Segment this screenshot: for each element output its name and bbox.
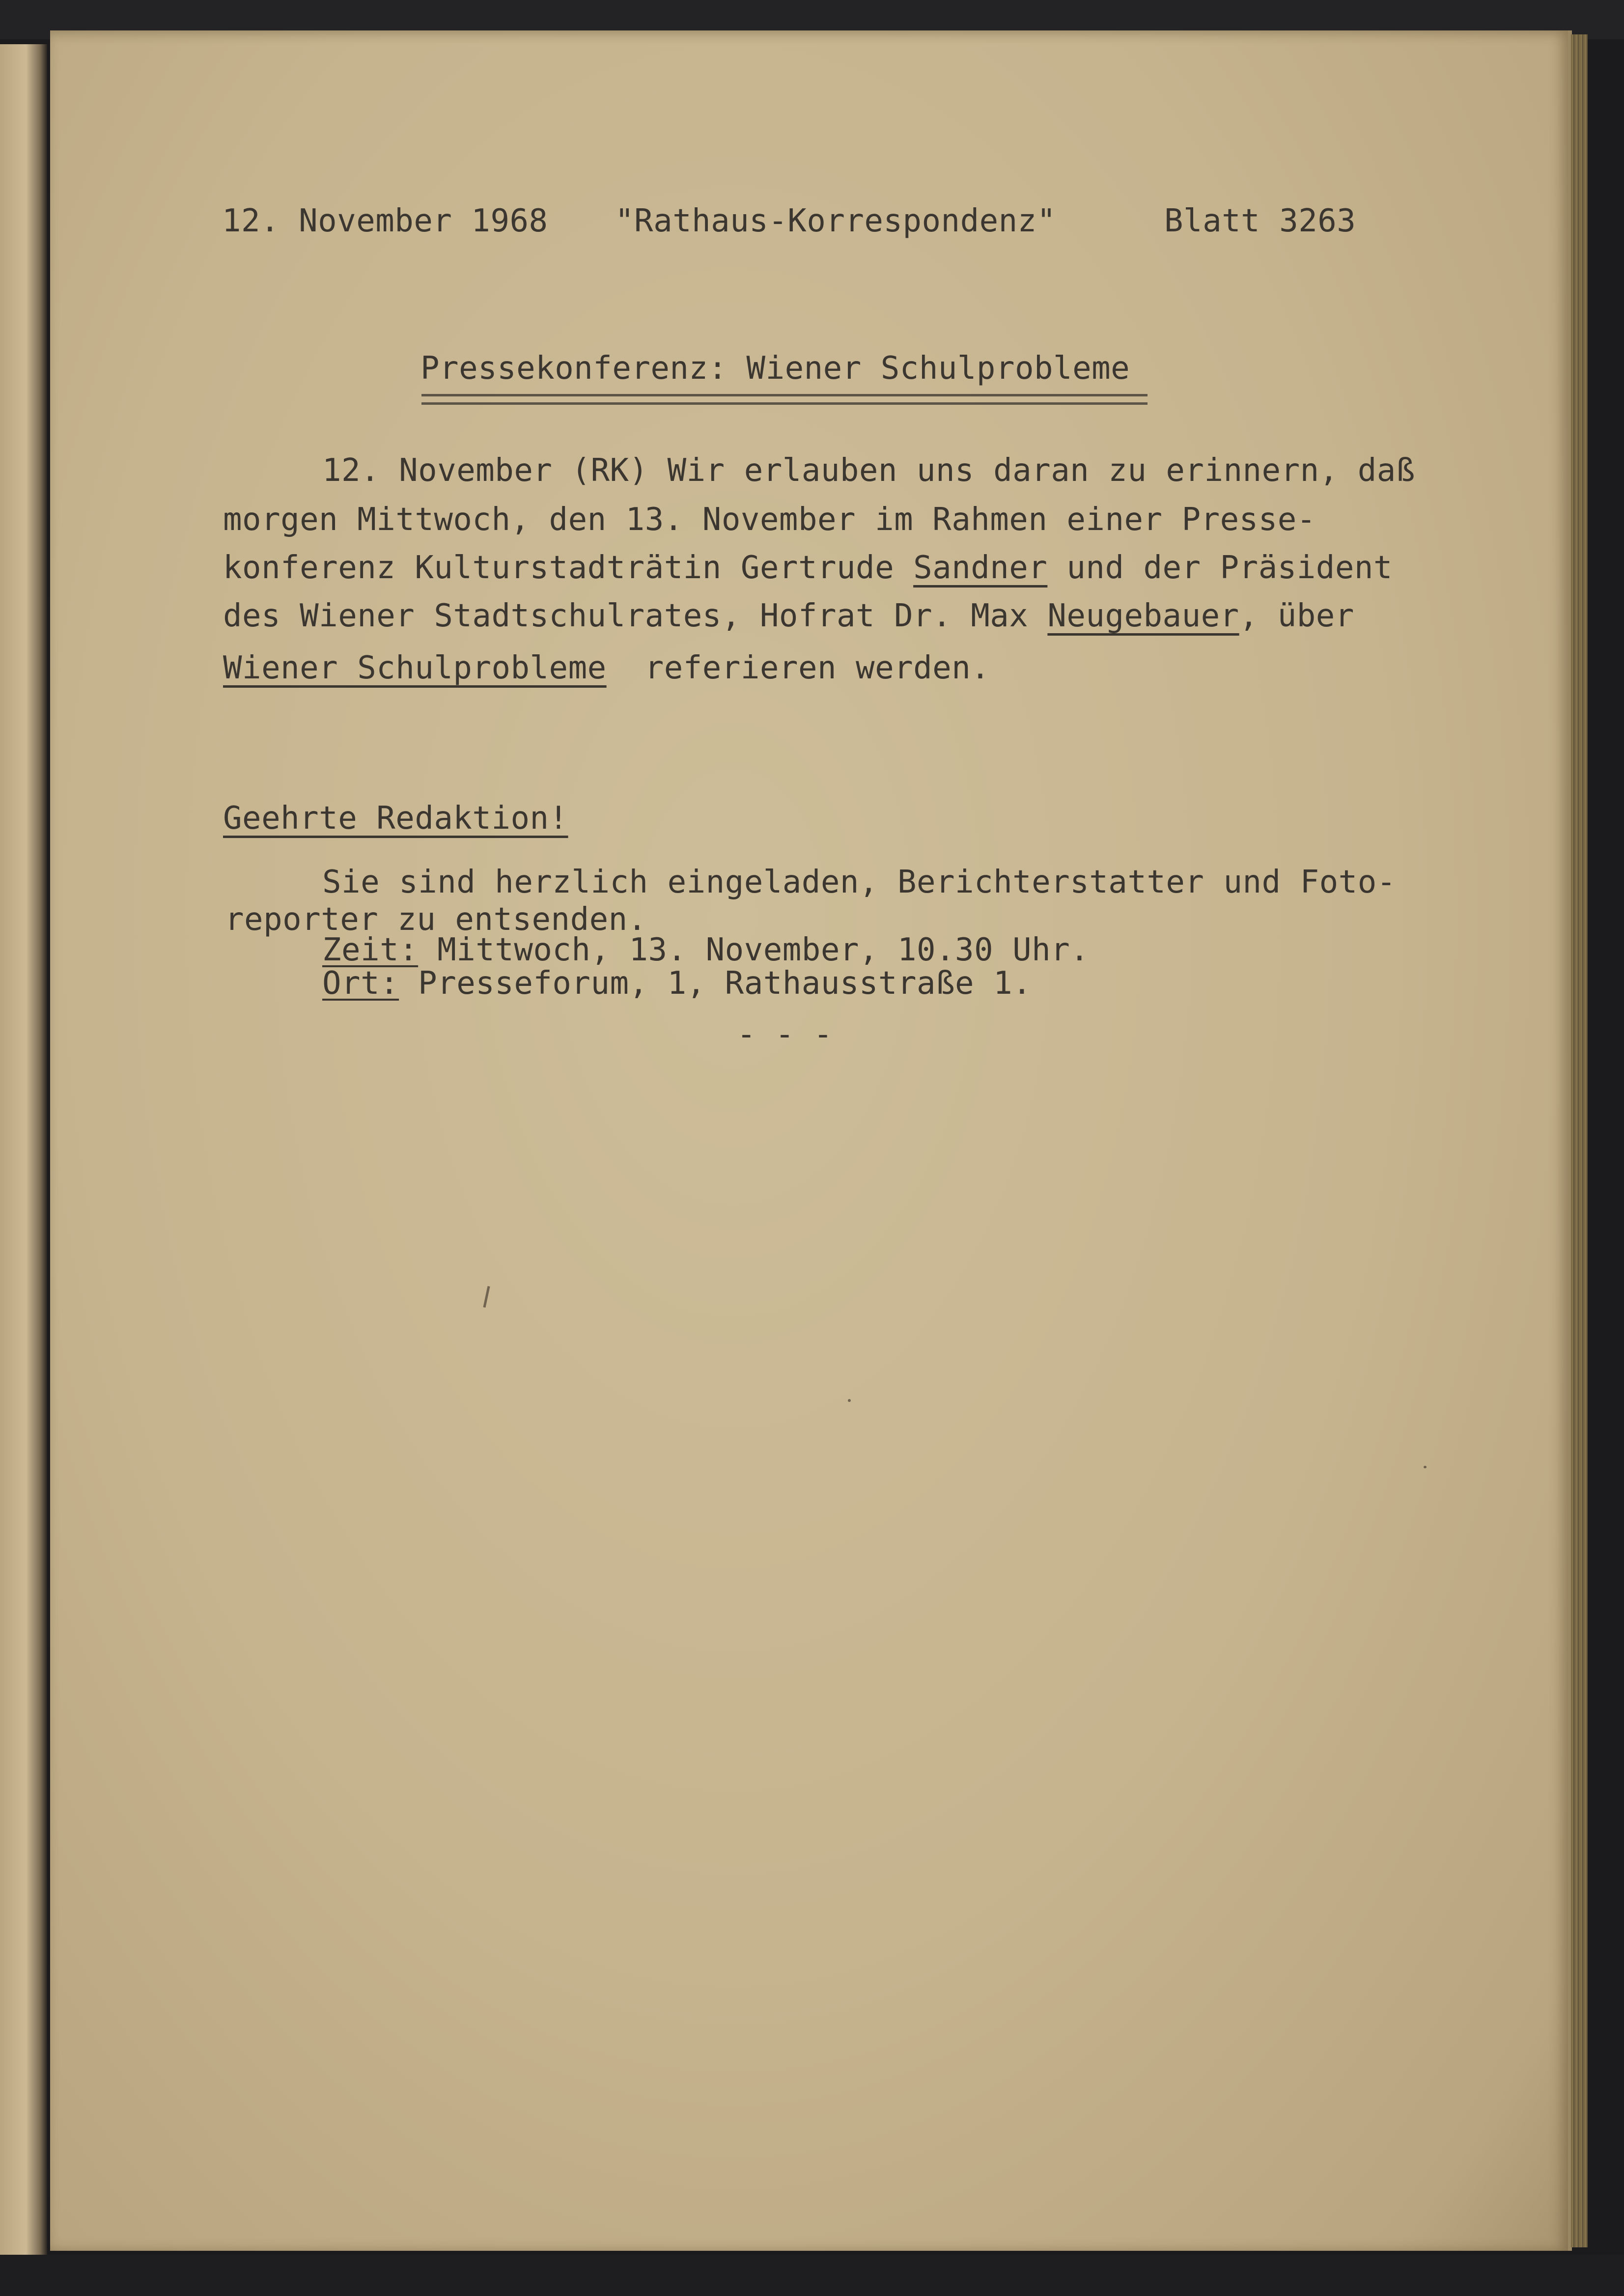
header-sheet-number: Blatt 3263 xyxy=(1164,203,1356,239)
topic-wiener-schulprobleme: Wiener Schulprobleme xyxy=(223,650,607,686)
left-page-edge xyxy=(0,44,47,2255)
time-line xyxy=(322,934,1089,966)
place-value: Presseforum, 1, Rathausstraße 1. xyxy=(399,965,1032,1002)
paper-dot xyxy=(1424,1466,1427,1468)
body-line-1: 12. November (RK) Wir erlauben uns daran zu erinnern, daß xyxy=(322,452,1415,489)
time-value: Mittwoch, 13. November, 10.30 Uhr. xyxy=(418,932,1090,968)
header-date: 12. November 1968 xyxy=(222,203,548,239)
headline: Pressekonferenz: Wiener Schulprobleme xyxy=(420,350,1130,387)
body-line-2: morgen Mittwoch, den 13. November im Rahmen einer Presse- xyxy=(223,502,1316,538)
body-line-4-text-b: , über xyxy=(1239,598,1354,634)
body-line-3-text-a: konferenz Kulturstadträtin Gertrude xyxy=(223,550,914,586)
time-label: Zeit: xyxy=(322,932,419,968)
invitation-line-2: reporter zu entsenden. xyxy=(225,901,647,938)
place-line xyxy=(322,965,1032,1002)
body-line-4-text-a: des Wiener Stadtschulrates, Hofrat Dr. Max xyxy=(223,598,1048,634)
name-neugebauer: Neugebauer xyxy=(1047,598,1239,634)
scanner-bottom-border xyxy=(0,2255,1624,2296)
place-label: Ort: xyxy=(322,965,399,1002)
paper-dot xyxy=(848,1399,851,1402)
end-mark: - - - xyxy=(737,1016,833,1053)
body-line-5-text-b: referieren werden. xyxy=(606,650,990,686)
body-line-4 xyxy=(223,600,1354,632)
body-line-5 xyxy=(223,652,990,684)
page-stack-edge xyxy=(1571,34,1588,2247)
body-line-3-text-b: und der Präsident xyxy=(1047,550,1393,586)
headline-double-rule xyxy=(421,394,1148,405)
name-sandner: Sandner xyxy=(913,550,1048,586)
header-publication: "Rathaus-Korrespondenz" xyxy=(615,203,1056,239)
salutation: Geehrte Redaktion! xyxy=(223,800,568,837)
body-line-3 xyxy=(223,552,1393,584)
invitation-line-1: Sie sind herzlich eingeladen, Berichterstatter und Foto- xyxy=(322,864,1396,900)
